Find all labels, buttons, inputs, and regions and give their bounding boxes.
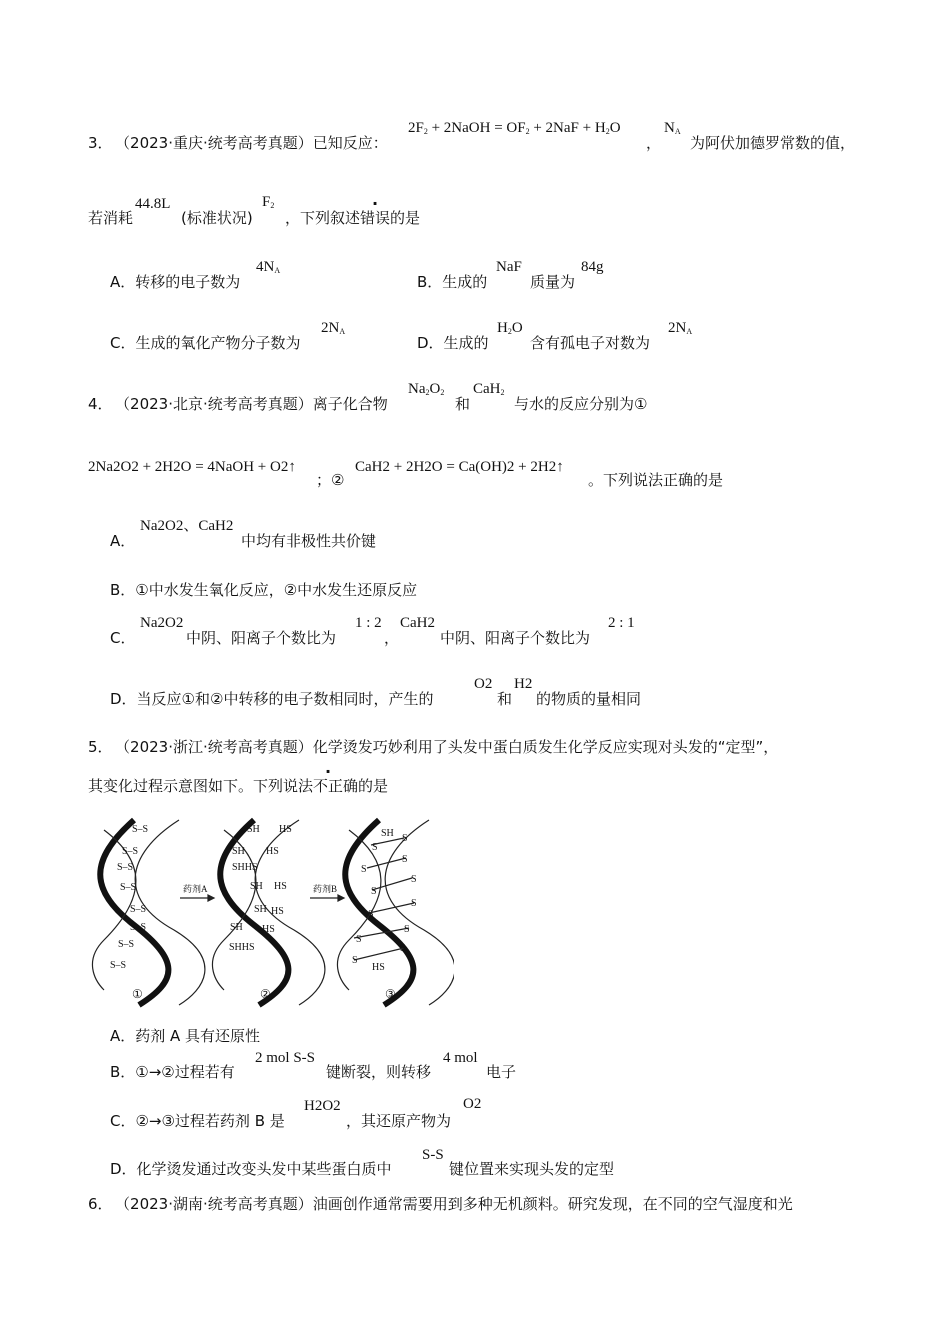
q3-tail: 为阿伏加德罗常数的值，	[690, 134, 856, 152]
s-label: S	[400, 943, 406, 954]
q3-line2: 若消耗	[88, 209, 134, 227]
q4-option-d-f2: H2	[514, 676, 533, 692]
q4-option-d: D．当反应①和②中转移的电子数相同时，产生的	[110, 690, 434, 708]
q3-equation	[408, 120, 621, 156]
q5-option-b-v2: 4 mol	[443, 1050, 478, 1066]
s-label: S	[368, 909, 374, 920]
s-label: S	[411, 898, 417, 909]
q3-na: $N_A$	[664, 120, 681, 136]
ss-bond-label: S–S	[120, 882, 137, 893]
hs-label: HS	[262, 924, 275, 935]
q4-tail2: 。下列说法正确的是	[588, 471, 724, 489]
q5-option-d: D．化学烫发通过改变头发中某些蛋白质中	[110, 1160, 392, 1178]
s-label: S	[371, 886, 377, 897]
q4-option-d-and: 和	[497, 690, 513, 708]
q4-sep: ；②	[316, 471, 345, 489]
ss-bond-label: S–S	[118, 939, 135, 950]
q3-option-b-formula: NaF	[496, 259, 522, 275]
q3-equation-text: $2F_2$ + 2NaOH = $OF_2 + 2NaF + H_2O$	[408, 120, 621, 136]
ss-bond-label: S–S	[130, 904, 147, 915]
q4-option-c-sep: ，	[384, 629, 400, 647]
q4-option-b: B．①中水发生氧化反应，②中水发生还原反应	[110, 581, 418, 599]
q5-option-d-end: 键位置来实现头发的定型	[449, 1160, 615, 1178]
q3-option-b: B．生成的	[417, 273, 488, 291]
s-label: S	[411, 874, 417, 885]
q4-option-c-r1: 1 : 2	[355, 615, 382, 631]
s-label: S	[352, 955, 358, 966]
hs-label: HS	[372, 962, 385, 973]
sh-label: SH	[230, 922, 243, 933]
sh-label: SH	[254, 904, 267, 915]
figure-label-2: ②	[260, 987, 271, 1001]
ss-bond-label: S–S	[122, 846, 139, 857]
shhs-label: SHHS	[229, 942, 255, 953]
hs-label: HS	[271, 906, 284, 917]
q4-option-d-f1: O2	[474, 676, 493, 692]
q3-option-d: D．生成的	[417, 334, 489, 352]
q3-sep: ，	[646, 134, 662, 152]
hs-label: HS	[279, 824, 292, 835]
reagent-b-label: 药剂B	[313, 884, 338, 894]
q5-option-b-end: 电子	[486, 1063, 517, 1081]
q3-f2: $F_2$	[262, 194, 275, 210]
s-label: S	[402, 833, 408, 844]
q3-number: 3．	[88, 134, 113, 152]
q4-option-a-formula: Na2O2、CaH2	[140, 518, 234, 534]
q3-option-a-val: $4N_A$	[256, 259, 281, 275]
ss-bond-label: S–S	[110, 960, 127, 971]
q4-line1: 4． （2023·北京·统考高考真题）离子化合物	[88, 395, 388, 413]
reagent-a-label: 药剂A	[183, 884, 208, 894]
q4-na2o2: $Na_2O_2$	[408, 381, 445, 397]
q4-option-a-text: 中均有非极性共价键	[241, 532, 377, 550]
q3-option-c: C．生成的氧化产物分子数为	[110, 334, 301, 352]
q5-option-b-mid: 键断裂，则转移	[326, 1063, 432, 1081]
q4-option-c-r2: 2 : 1	[608, 615, 635, 631]
q5-option-c: C．②→③过程若药剂 B 是	[110, 1112, 285, 1130]
emphasis-text: 不正	[313, 777, 344, 795]
s-label: S	[372, 842, 378, 853]
q4-eq1: 2Na2O2 + 2H2O = 4NaOH + O2↑	[88, 459, 296, 475]
q5-line2: 其变化过程示意图如下。下列说法不正确的是	[88, 777, 389, 795]
q4-option-d-text: 的物质的量相同	[536, 690, 642, 708]
q3-option-a: A．转移的电子数为	[110, 273, 241, 291]
s-label: S	[356, 934, 362, 945]
q4-option-c-f2: CaH2	[400, 615, 435, 631]
sh-label: SH	[247, 824, 260, 835]
q5-option-c-mid: ，其还原产物为	[346, 1112, 452, 1130]
figure-label-3: ③	[385, 987, 396, 1001]
sh-label: SH	[381, 828, 394, 839]
q4-option-c: C．	[110, 629, 136, 647]
sh-label: SH	[250, 881, 263, 892]
q4-option-a: A．	[110, 532, 136, 550]
s-label: S	[404, 924, 410, 935]
q6-line1: 6． （2023·湖南·统考高考真题）油画创作通常需要用到多种无机颜料。研究发现，在不同的空气湿度和光	[88, 1195, 793, 1213]
ss-bond-label: S–S	[132, 824, 149, 835]
emphasis-text: 错误	[360, 209, 391, 227]
q3-option-c-val: $2N_A$	[321, 320, 346, 336]
q5-option-a: A．药剂 A 具有还原性	[110, 1027, 261, 1045]
q3-option-d-mid: 含有孤电子对数为	[530, 334, 651, 352]
q4-option-c-t1: 中阴、阳离子个数比为	[186, 629, 337, 647]
q3-vol: 44.8L	[135, 196, 171, 212]
s-label: S	[361, 864, 367, 875]
q3-option-b-mid: 质量为	[530, 273, 576, 291]
hs-label: HS	[274, 881, 287, 892]
shhs-label: SHHS	[232, 862, 258, 873]
sh-label: SH	[232, 846, 245, 857]
q3-line2-rest: ，下列叙述错误的是	[285, 209, 421, 227]
q3-source: （2023·重庆·统考高考真题）已知反应：	[122, 134, 388, 152]
q4-eq2: CaH2 + 2H2O = Ca(OH)2 + 2H2↑	[355, 459, 564, 475]
hair-perm-diagram	[84, 810, 454, 1008]
q4-option-c-t2: 中阴、阳离子个数比为	[440, 629, 591, 647]
s-label: S	[402, 854, 408, 865]
q5-option-c-f2: O2	[463, 1096, 482, 1112]
q5-option-c-formula: H2O2	[304, 1098, 341, 1114]
q5-option-b: B．①→②过程若有	[110, 1063, 235, 1081]
q4-tail: 与水的反应分别为①	[514, 395, 648, 413]
q4-cah2: CaH$_2$	[473, 381, 505, 397]
q3-option-d-val: $2N_A$	[668, 320, 693, 336]
q5-option-d-formula: S-S	[422, 1147, 444, 1163]
ss-bond-label: S–S	[130, 922, 147, 933]
q5-option-b-v1: 2 mol S-S	[255, 1050, 316, 1066]
q4-and: 和	[455, 395, 471, 413]
ss-bond-label: S–S	[117, 862, 134, 873]
q5-line1: 5． （2023·浙江·统考高考真题）化学烫发巧妙利用了头发中蛋白质发生化学反应实现对头发的“定型”，	[88, 738, 779, 756]
hs-label: HS	[266, 846, 279, 857]
q3-cond: (标准状况)	[181, 209, 253, 227]
figure-label-1: ①	[132, 987, 143, 1001]
q3-option-d-formula: $H_2O$	[497, 320, 523, 336]
q3-option-b-val: 84g	[581, 259, 604, 275]
q4-option-c-f1: Na2O2	[140, 615, 184, 631]
q3-line1	[88, 133, 388, 153]
